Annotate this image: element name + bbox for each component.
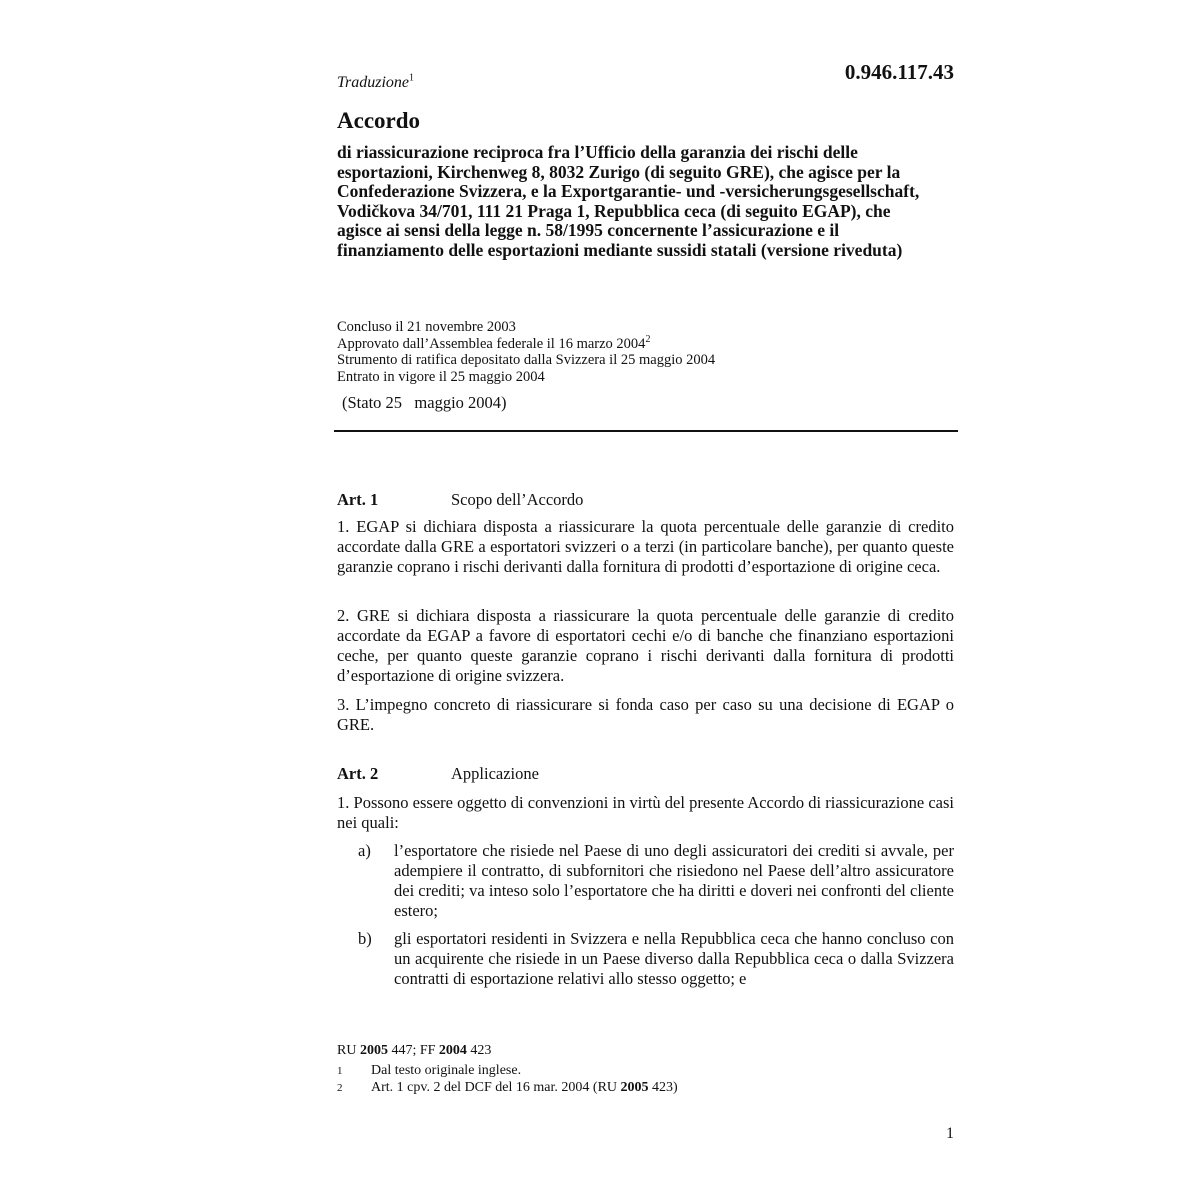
ru-year: 2005 xyxy=(359,1043,388,1058)
list-item-text: gli esportatori residenti in Svizzera e nella Repubblica ceca che hanno concluso con un acquirente che risiede in un Paese diverso dalla Repubblica ceca o dalla Svizzera contratti di esportazione relativi allo stesso oggetto; e xyxy=(394,929,954,988)
article-2-paragraph-1: 1. Possono essere oggetto di convenzioni in virtù del presente Accordo di riassicurazione casi nei quali: xyxy=(337,793,954,832)
list-item-label: a) xyxy=(358,841,371,860)
article-1-paragraph-1: 1. EGAP si dichiara disposta a riassicurare la quota percentuale delle garanzie di credito accordate dalla GRE a esportatori svizzeri o a terzi (in particolare banche), per quanto queste garanzie coprano i rischi derivanti dalla fornitura di prodotti d’esportazione di origine ceca. xyxy=(337,517,954,576)
list-item xyxy=(358,929,954,989)
article-1-heading xyxy=(337,490,583,510)
document-title: Accordo xyxy=(337,108,421,133)
meta-ratification: Strumento di ratifica depositato dalla Svizzera il 25 maggio 2004 xyxy=(337,352,716,368)
article-2-heading xyxy=(337,764,539,784)
footnote-2 xyxy=(337,1080,678,1096)
article-2-number: Art. 2 xyxy=(337,764,379,783)
footnote-2-text: Art. 1 cpv. 2 del DCF del 16 mar. 2004 (RU xyxy=(371,1080,618,1095)
translation-label-text: Traduzione xyxy=(337,74,410,91)
footnote-1-number: 1 xyxy=(337,1065,343,1077)
meta-approved-text: Approvato dall’Assemblea federale il 16 marzo 2004 xyxy=(337,335,646,352)
official-references xyxy=(337,1043,491,1059)
ff-year: 2004 xyxy=(438,1043,467,1058)
footnote-1 xyxy=(337,1063,521,1079)
page-number: 1 xyxy=(946,1125,954,1142)
status-line: (Stato 25 maggio 2004) xyxy=(342,393,507,412)
list-item xyxy=(358,841,954,921)
meta-approved xyxy=(337,333,715,353)
document-meta xyxy=(337,319,715,385)
ru-page: 447; FF xyxy=(391,1043,436,1058)
meta-concluded: Concluso il 21 novembre 2003 xyxy=(337,319,516,335)
ru-prefix: RU xyxy=(337,1043,357,1058)
footnote-1-text: Dal testo originale inglese. xyxy=(371,1063,522,1078)
list-item-label: b) xyxy=(358,929,372,948)
footnote-2-number: 2 xyxy=(337,1082,343,1094)
footnote-2-year: 2005 xyxy=(620,1080,649,1095)
header-divider xyxy=(334,430,958,432)
footnote-2-text-end: 423) xyxy=(652,1080,678,1095)
article-1-number: Art. 1 xyxy=(337,490,379,509)
footnote-ref-2[interactable]: 2 xyxy=(645,333,651,345)
meta-in-force: Entrato in vigore il 25 maggio 2004 xyxy=(337,368,545,385)
footnote-ref-1[interactable]: 1 xyxy=(409,72,415,84)
article-2-title: Applicazione xyxy=(451,764,539,783)
article-1-paragraph-2: 2. GRE si dichiara disposta a riassicurare la quota percentuale delle garanzie di credito accordate da EGAP a favore di esportatori cechi e/o di banche che finanziano esportazioni ceche, per quanto queste garanzie coprano i rischi derivanti dalla fornitura di prodotti d’esportazione di origine svizzera. xyxy=(337,606,954,685)
ff-page: 423 xyxy=(470,1043,492,1058)
document-subtitle: di riassicurazione reciproca fra l’Ufficio della garanzia dei rischi delle esportazioni, Kirchenweg 8, 8032 Zurigo (di seguito GRE), che agisce per la Confederazione Svizzera, e la Exportgarantie- und -versicherungsgesellschaft, Vodičkova 34/701, 111 21 Praga 1, Repubblica ceca (di seguito EGAP), che agisce ai sensi della legge n. 58/1995 concernente l’assicurazione e il finanziamento delle esportazioni mediante sussidi statali (versione riveduta) xyxy=(337,142,920,260)
list-item-text: l’esportatore che risiede nel Paese di uno degli assicuratori dei crediti si avvale, per adempiere il contratto, di subfornitori che risiedono nel Paese dell’altro assicuratore dei crediti; va inteso solo l’esportatore che ha diritti e doveri nei confronti del cliente estero; xyxy=(394,841,954,920)
document-number: 0.946.117.43 xyxy=(844,60,954,84)
article-1-title: Scopo dell’Accordo xyxy=(451,490,584,509)
translation-label xyxy=(337,74,414,92)
article-1-paragraph-3: 3. L’impegno concreto di riassicurare si fonda caso per caso su una decisione di EGAP o GRE. xyxy=(337,695,954,734)
